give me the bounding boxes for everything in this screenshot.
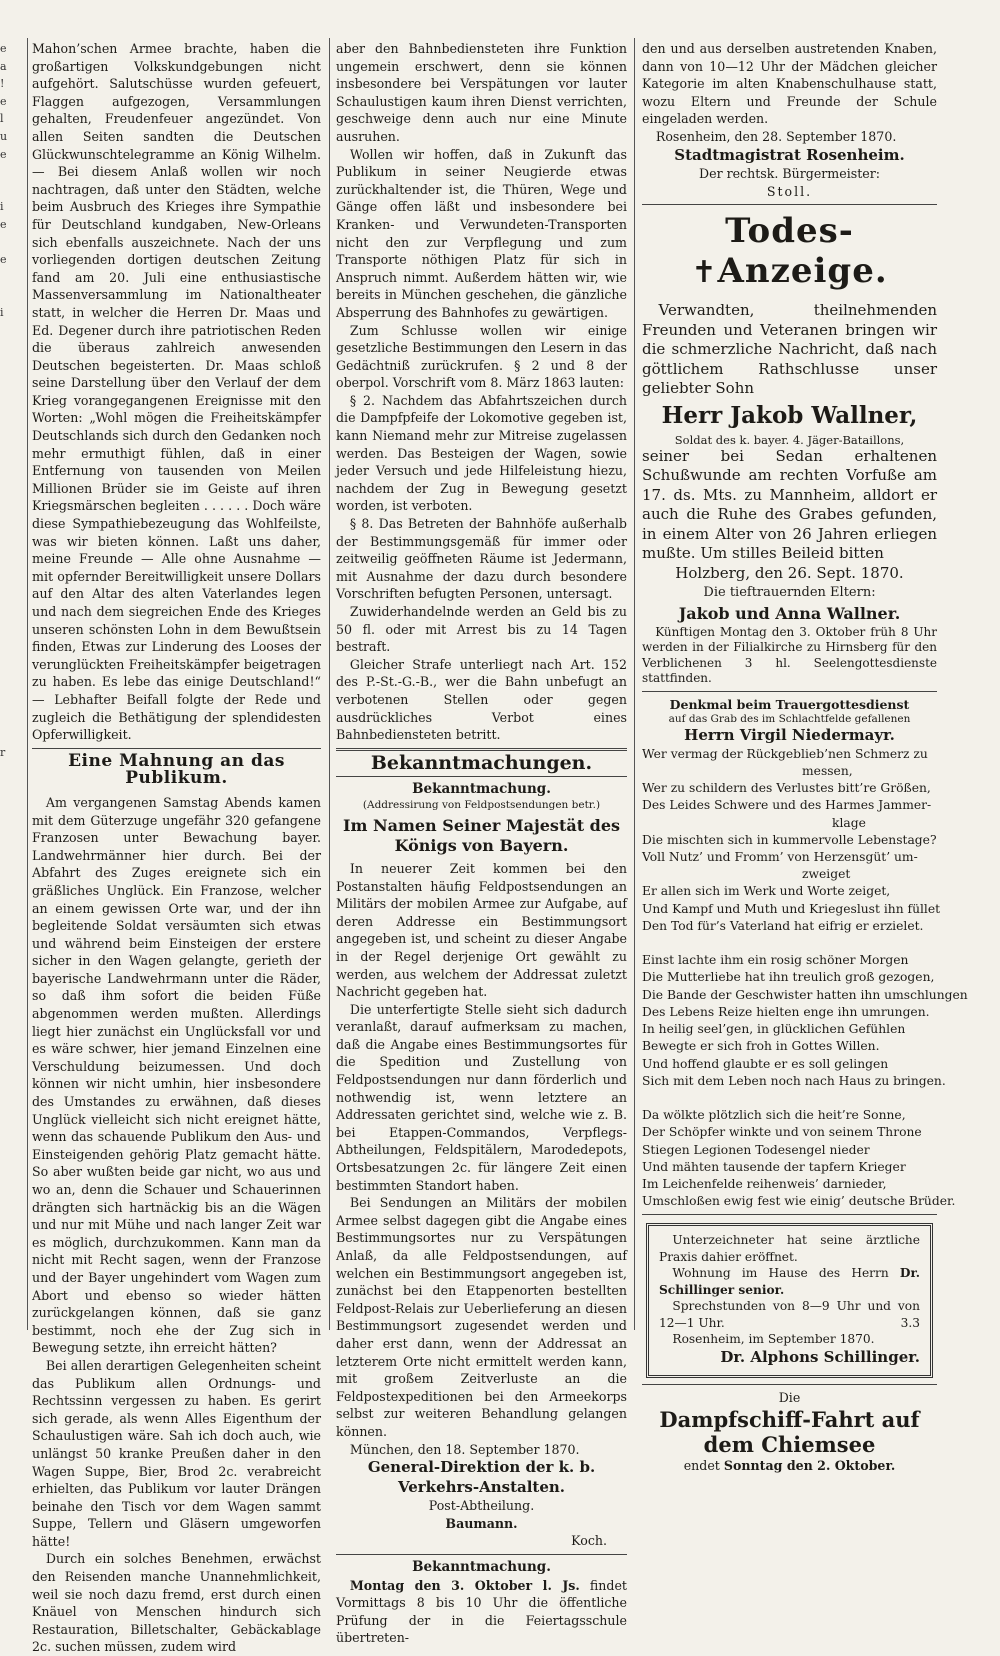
death-notice-title-right: Anzeige. bbox=[717, 251, 888, 292]
poem-line: Sich mit dem Leben noch nach Haus zu bringen. bbox=[642, 1073, 946, 1088]
doctor-hours bbox=[659, 1298, 920, 1331]
ship-end bbox=[642, 1457, 937, 1475]
doctor-name: Dr. Alphons Schillinger. bbox=[720, 1347, 920, 1366]
divider bbox=[336, 776, 627, 777]
column-2 bbox=[336, 40, 627, 1646]
edge-fragment bbox=[0, 322, 12, 340]
mayor-title: Der rechtsk. Bürgermeister: bbox=[699, 166, 880, 182]
edge-fragment bbox=[0, 1166, 12, 1184]
edge-fragment bbox=[0, 515, 12, 533]
edge-fragment bbox=[0, 181, 12, 199]
doctor-ref: 3.3 bbox=[900, 1315, 920, 1330]
column-1 bbox=[32, 40, 321, 1655]
doctor-address: Wohnung im Hause des Herrn bbox=[672, 1266, 900, 1281]
death-notice-place: Holzberg, den 26. Sept. 1870. bbox=[675, 563, 904, 582]
death-notice-body bbox=[642, 301, 937, 625]
divider bbox=[336, 1554, 627, 1555]
edge-fragment bbox=[0, 726, 12, 744]
ship-title: Dampfschiff-Fahrt auf dem Chiemsee bbox=[659, 1406, 920, 1457]
column-rule bbox=[329, 38, 330, 1330]
edge-fragment bbox=[0, 955, 12, 973]
memorial-service: Künftigen Montag den 3. Oktober früh 8 Uhr werden in der Filialkirche zu Hirnsberg für den Verblichenen 3 hl. Seelengottesdienste stattfinden. bbox=[642, 624, 937, 686]
edge-fragment bbox=[0, 656, 12, 674]
edge-fragment bbox=[0, 374, 12, 392]
article-paragraph: Zum Schlusse wollen wir einige gesetzliche Bestimmungen den Lesern in das Gedächtniß zurückrufen. § 2 und 8 der oberpol. Vorschrift vom 8. März 1863 lauten: bbox=[336, 322, 627, 391]
edge-fragment bbox=[0, 1289, 12, 1307]
poem-line: Da wölkte plötzlich sich die heit’re Sonne, bbox=[642, 1108, 906, 1123]
edge-fragment bbox=[0, 585, 12, 603]
edge-fragment bbox=[0, 1219, 12, 1237]
edge-fragment: e bbox=[0, 42, 7, 55]
article-paragraph: § 2. Nachdem das Abfahrtszeichen durch die Dampfpfeife der Lokomotive gegeben ist, kann Niemand mehr zur Mitreise zugelassen werden. Das Besteigen der Wagen, sowie jeder Versuch und jede Hilfeleistung hiezu, nachdem der Zug in Bewegung gesetzt worden, ist verboten. bbox=[336, 392, 627, 514]
article-paragraph: Durch ein solches Benehmen, erwächst den Reisenden manche Unannehmlichkeit, weil sie noch dazu fremd, erst durch einen Knäuel von Menschen hindurch sich Restauration, Billetschalter, Gebäckablage 2c. suchen müssen, zudem wird bbox=[32, 1551, 321, 1655]
edge-fragment bbox=[0, 1377, 12, 1395]
edge-fragment bbox=[0, 920, 12, 938]
death-notice-title bbox=[642, 211, 937, 293]
memorial-subtitle: auf das Grab des im Schlachtfelde gefallenen bbox=[668, 713, 911, 726]
deceased-rank: Soldat des k. bayer. 4. Jäger-Bataillons, bbox=[674, 432, 905, 447]
notice-paragraph: In neuerer Zeit kommen bei den Postanstalten häufig Feldpostsendungen an Militärs der mobilen Armee zur Aufgabe, auf deren Addresse ein Bestimmungsort angegeben ist, und scheint zu dieser Angabe in der Regel derjenige Ort gewählt zu werden, aus welchem der Addressat zuletzt Nachricht gegeben hat. bbox=[336, 860, 627, 1000]
edge-fragment bbox=[0, 1078, 12, 1096]
poem-line: Einst lachte ihm ein rosig schöner Morgen bbox=[642, 953, 909, 968]
notice-paragraph: Die unterfertigte Stelle sieht sich dadurch veranlaßt, darauf aufmerksam zu machen, daß die Angabe eines Bestimmungsortes für die Spedition und Zustellung von Feldpostsendungen nur dann förderlich und nothwendig ist, wenn letztere an Addressaten gerichtet sind, welche wie z. B. bei Etappen-Commandos, Verpflegs-Abtheilungen, Feldspitälern, Marodedepots, Ortsbesatzungen 2c. für längere Zeit einen bestimmten Standort haben. bbox=[336, 1001, 627, 1193]
notice-paragraph bbox=[336, 1577, 627, 1647]
divider bbox=[642, 1214, 937, 1215]
edge-fragment bbox=[0, 1324, 12, 1342]
poem-line: messen, bbox=[802, 764, 853, 779]
magistrate: Stadtmagistrat Rosenheim. bbox=[674, 145, 905, 164]
poem-line: Der Schöpfer winkte und von seinem Throne bbox=[642, 1125, 922, 1140]
ship-end-label: endet bbox=[683, 1457, 724, 1473]
memorial-poem bbox=[642, 746, 968, 1210]
doctor-advertisement bbox=[646, 1223, 933, 1378]
edge-fragment bbox=[0, 990, 12, 1008]
edge-fragment bbox=[0, 339, 12, 357]
notice-department: Post-Abtheilung. bbox=[428, 1498, 535, 1514]
edge-fragment: e bbox=[0, 253, 7, 267]
poem-line: In heilig seel’gen, in glücklichen Gefühlen bbox=[642, 1022, 906, 1037]
poem-line: Und Kampf und Muth und Kriegeslust ihn füllet bbox=[642, 901, 941, 916]
poem-line: Wer zu schildern des Verlustes bitt’re Größen, bbox=[642, 781, 931, 796]
notice-signer-2: Koch. bbox=[571, 1533, 607, 1549]
notice-paragraph: Bei Sendungen an Militärs der mobilen Armee selbst dagegen gibt die Angabe eines Bestimmungsortes nur zu Verspätungen Anlaß, da alle Feldpostsendungen, auf welchen ein Bestimmungsort angegeben ist, zunächst bei den Etappenorten bestellten Feldpost-Relais zur Ueberlieferung an diesen Bestimmungsort zugesendet werden und daher erst dann, wenn der Addressat an letzterem Orte nicht ermittelt werden kann, mit großem Zeitverluste an die Feldpostexpeditionen bei den Armeekorps selbst zur weiteren Behandlung gelangen können. bbox=[336, 1195, 627, 1439]
column-3 bbox=[642, 40, 968, 1473]
poem-line: Die mischten sich in kummervolle Lebenstage? bbox=[642, 832, 937, 847]
edge-fragment: r bbox=[0, 745, 6, 759]
notice-date: München, den 18. September 1870. bbox=[349, 1441, 580, 1457]
notice-date: Rosenheim, den 28. September 1870. bbox=[655, 128, 897, 144]
poem-line: Die Bande der Geschwister hatten ihn umschlungen bbox=[642, 987, 968, 1002]
death-notice-parents-label: Die tieftrauernden Eltern: bbox=[703, 585, 876, 601]
notice-subtitle: (Addressirung von Feldpostsendungen betr.) bbox=[362, 798, 601, 811]
poem-line: Bewegte er sich froh in Gottes Willen. bbox=[642, 1039, 880, 1054]
edge-fragment: u bbox=[0, 129, 8, 143]
edge-fragment bbox=[0, 885, 12, 903]
column-rule bbox=[27, 38, 28, 1330]
death-notice-parents: Jakob und Anna Wallner. bbox=[678, 603, 901, 623]
death-notice-text: seiner bei Sedan erhaltenen Schußwunde am rechten Vorfuße am 17. ds. Mts. zu Mannheim, alldort er auch die Ruhe des Grabes gefunden, in einem Alter von 26 Jahren erliegen mußte. Um stilles Beileid bitten bbox=[642, 446, 937, 563]
edge-fragment bbox=[0, 1131, 12, 1149]
edge-fragment bbox=[0, 1008, 12, 1026]
divider bbox=[642, 691, 937, 692]
ship-article: Die bbox=[778, 1390, 801, 1406]
article-paragraph: Zuwiderhandelnde werden an Geld bis zu 50 fl. oder mit Arrest bis zu 14 Tagen bestraft. bbox=[336, 604, 627, 655]
notice-headline: Im Namen Seiner Majestät des Königs von Bayern. bbox=[342, 815, 621, 855]
poem-line: Und mähten tausende der tapfern Krieger bbox=[642, 1159, 906, 1174]
notice-text: findet Vormittags 8 bis 10 Uhr die öffentliche Prüfung der in die Feiertagsschule übertreten- bbox=[336, 1577, 627, 1646]
memorial-name: Herrn Virgil Niedermayr. bbox=[684, 726, 895, 745]
section-title: Bekanntmachungen. bbox=[370, 751, 593, 774]
edge-fragment bbox=[0, 269, 12, 287]
edge-fragment bbox=[0, 902, 12, 920]
edge-fragment bbox=[0, 1096, 12, 1114]
edge-fragment bbox=[0, 1307, 12, 1325]
notice-authority: General-Direktion der k. b. Verkehrs-Anstalten. bbox=[367, 1458, 596, 1496]
poem-line: Des Leides Schwere und des Harmes Jammer- bbox=[642, 798, 932, 813]
edge-fragment: i bbox=[0, 200, 4, 214]
edge-fragment: a bbox=[0, 59, 7, 73]
article-paragraph: § 8. Das Betreten der Bahnhöfe außerhalb der Bestimmungsgemäß für immer oder zeitweilig geöffneten Räume ist Jedermann, mit Ausnahme der dazu durch besondere Vorschriften befugten Personen, untersagt. bbox=[336, 516, 627, 602]
edge-fragment bbox=[0, 1236, 12, 1254]
edge-fragment bbox=[0, 1043, 12, 1061]
edge-fragment: l bbox=[0, 112, 4, 126]
edge-fragment bbox=[0, 673, 12, 691]
edge-fragment: e bbox=[0, 147, 7, 161]
edge-fragment bbox=[0, 427, 12, 445]
edge-fragment bbox=[0, 621, 12, 639]
article-paragraph: Gleicher Strafe unterliegt nach Art. 152 des P.-St.-G.-B., wer die Bahn unbefugt an verbotenen Stellen oder gegen ausdrückliches Verbot eines Bahnbediensteten betritt. bbox=[336, 656, 627, 743]
notice-date-bold: Montag den 3. Oktober l. Js. bbox=[349, 1577, 580, 1593]
article-paragraph: Wollen wir hoffen, daß in Zukunft das Publikum in seiner Neugierde etwas zurückhaltender ist, die Thüren, Wege und Gänge offen läßt und insbesondere bei Kranken- und Verwundeten-Transporten nicht den zur Verpflegung und zum Transporte nöthigen Platz für sich in Anspruch nimmt. Außerdem hätten wir, wie bereits in München geschehen, die gänzliche Absperrung des Bahnhofes zu gewärtigen. bbox=[336, 146, 627, 320]
column-rule bbox=[634, 38, 635, 1330]
poem-line: Im Leichenfelde reihenweis’ darnieder, bbox=[642, 1176, 887, 1191]
poem-line: Und hoffend glaubte er es soll gelingen bbox=[642, 1056, 889, 1071]
divider bbox=[32, 748, 321, 749]
death-notice-title-left: Todes- bbox=[725, 211, 854, 252]
poem-line: Stiegen Legionen Todesengel nieder bbox=[642, 1142, 870, 1157]
poem-line: Des Lebens Reize hielten enge ihn umrungen. bbox=[642, 1004, 930, 1019]
edge-fragment bbox=[0, 638, 12, 656]
edge-fragment bbox=[0, 1201, 12, 1219]
notice-title: Bekanntmachung. bbox=[412, 1558, 551, 1575]
poem-line bbox=[642, 1090, 937, 1107]
edge-fragment bbox=[0, 709, 12, 727]
edge-fragment bbox=[0, 497, 12, 515]
notice-continuation: den und aus derselben austretenden Knaben, dann von 10—12 Uhr der Mädchen gleicher Kategorie im alten Knabenschulhause statt, wozu Eltern und Freunde der Schule eingeladen werden. bbox=[642, 41, 937, 127]
poem-line bbox=[642, 935, 937, 952]
mayor-name: Stoll. bbox=[766, 183, 813, 199]
cross-icon: ✝ bbox=[691, 255, 718, 291]
edge-fragment bbox=[0, 568, 12, 586]
divider bbox=[642, 204, 937, 205]
poem-line: Wer vermag der Rückgeblieb’nen Schmerz zu bbox=[642, 746, 928, 761]
edge-fragment bbox=[0, 234, 12, 252]
article-heading: Eine Mahnung an das Publikum. bbox=[68, 750, 285, 789]
death-notice-text: Verwandten, theilnehmenden Freunden und Veteranen bringen wir die schmerzliche Nachricht, daß nach göttlichem Rathschlusse unser geliebter Sohn bbox=[642, 301, 937, 398]
edge-fragment: e bbox=[0, 94, 7, 108]
poem-line: Die Mutterliebe hat ihn treulich groß gezogen, bbox=[642, 970, 935, 985]
doctor-text: Unterzeichneter hat seine ärztliche Praxis dahier eröffnet. bbox=[659, 1233, 920, 1264]
article-intro: Mahon’schen Armee brachte, haben die großartigen Volkskundgebungen nicht aufgehört. Salutschüsse wurden gefeuert, Flaggen aufgezogen, Versammlungen gehalten, Freudenfeuer angezündet. Von allen Seiten sandten die Deutschen Glückwunschtelegramme an König Wilhelm. — Bei diesem Anlaß wollen wir noch nachtragen, daß unter den Städten, welche beim Ausbruch des Krieges ihre Sympathie für Deutschland kundgaben, New-Orleans sich ebenfalls auszeichnete. Nach der uns vorliegenden dortigen deutschen Zeitung fand am 20. Juli eine enthusiastische Massenversammlung im Nationaltheater statt, in welcher die Herren Dr. Maas und Ed. Degener durch ihre patriotischen Reden die überaus zahlreich anwesenden Deutschen begeisterten. Dr. Maas schloß seine Darstellung über den Verlauf der dem Krieg vorangegangenen Ereignisse mit den Worten: „Wohl mögen die Freiheitskämpfer Deutschlands sich durch den Gedanken noch mehr ermuthigt fühlen, daß in einer Entfernung von tausenden von Meilen Millionen Brüder sie im Geiste auf ihren Kriegsmärschen begleiten . . . . . . Doch wäre diese Sympathiebezeugung das Wohlfeilste, was wir bieten können. Laßt uns daher, meine Freunde — Alle ohne Ausnahme — mit opfernder Bereitwilligkeit unsere Dollars auf den Altar des alten Vaterlandes legen und nach dem siegreichen Ende des Krieges unseren schönsten Lohn in dem Bewußtsein finden, Etwas zur Linderung des Looses der verunglückten Freiheitskämpfer beigetragen zu haben. Es lebe das einige Deutschland!“ — Lebhafter Beifall folgte der Rede und zugleich die Bethätigung der splendidesten Opferwilligkeit. bbox=[32, 41, 321, 743]
edge-fragment bbox=[0, 1272, 12, 1290]
edge-fragment bbox=[0, 1113, 12, 1131]
edge-fragment bbox=[0, 445, 12, 463]
edge-fragment bbox=[0, 286, 12, 304]
edge-fragment bbox=[0, 761, 12, 779]
edge-fragment bbox=[0, 409, 12, 427]
edge-fragment bbox=[0, 867, 12, 885]
poem-line: Er allen sich im Werk und Worte zeiget, bbox=[642, 884, 891, 899]
doctor-address-bold: Dr. Schillinger senior. bbox=[659, 1266, 920, 1297]
edge-fragment bbox=[0, 1254, 12, 1272]
edge-fragment bbox=[0, 832, 12, 850]
edge-fragment bbox=[0, 462, 12, 480]
poem-line: Voll Nutz’ und Fromm’ von Herzensgüt’ um- bbox=[642, 850, 918, 865]
edge-fragment: e bbox=[0, 217, 7, 231]
edge-fragment bbox=[0, 691, 12, 709]
poem-line: klage bbox=[832, 815, 866, 830]
notice-title: Bekanntmachung. bbox=[412, 781, 551, 798]
edge-fragment bbox=[0, 797, 12, 815]
edge-fragment bbox=[0, 533, 12, 551]
edge-fragment bbox=[0, 1342, 12, 1360]
edge-fragment bbox=[0, 357, 12, 375]
article-paragraph: Bei allen derartigen Gelegenheiten scheint das Publikum allen Ordnungs- und Rechtssinn vergessen zu haben. Es gerirt sich gerade, als wenn Alles Eigenthum der Schaulustigen wäre. Sah ich doch auch, wie unlängst 50 kranke Preußen daher in den Wagen Suppe, Bier, Brod 2c. verabreicht erhielten, das Publikum vor lauter Drängen beinahe den Tisch vor dem Wagen sammt Suppe, Tellern und Gläsern umgeworfen hätte! bbox=[32, 1357, 321, 1549]
edge-fragment bbox=[0, 392, 12, 410]
edge-fragment bbox=[0, 1025, 12, 1043]
memorial-title: Denkmal beim Trauergottesdienst bbox=[669, 696, 910, 712]
notice-signer: Baumann. bbox=[445, 1515, 518, 1531]
edge-fragment bbox=[0, 480, 12, 498]
poem-line: zweiget bbox=[802, 867, 851, 882]
edge-fragment bbox=[0, 1184, 12, 1202]
divider bbox=[336, 748, 627, 751]
deceased-name: Herr Jakob Wallner, bbox=[661, 401, 918, 429]
edge-fragment bbox=[0, 1148, 12, 1166]
divider bbox=[642, 1384, 937, 1385]
edge-fragment: ! bbox=[0, 77, 5, 91]
doctor-hours-text: Sprechstunden von 8—9 Uhr und von 12—1 Uhr. bbox=[659, 1299, 920, 1330]
edge-fragment bbox=[0, 814, 12, 832]
edge-fragment bbox=[0, 1360, 12, 1378]
edge-fragment bbox=[0, 550, 12, 568]
edge-fragment: i bbox=[0, 305, 4, 319]
edge-fragment bbox=[0, 1060, 12, 1078]
edge-fragment bbox=[0, 849, 12, 867]
edge-fragment bbox=[0, 972, 12, 990]
ship-end-date: Sonntag den 2. Oktober. bbox=[723, 1457, 896, 1473]
article-paragraph: aber den Bahnbediensteten ihre Funktion ungemein erschwert, denn sie können insbesondere bei Verspätungen vor lauter Schaulustigen kaum ihren Dienst verrichten, geschweige denn auch nur eine Minute ausruhen. bbox=[336, 41, 627, 144]
edge-fragment bbox=[0, 937, 12, 955]
left-edge-fragments bbox=[0, 40, 12, 1330]
edge-fragment bbox=[0, 603, 12, 621]
article-paragraph: Am vergangenen Samstag Abends kamen mit dem Güterzuge ungefähr 320 gefangene Franzosen unter Bewachung bayer. Landwehrmänner hier durch. Bei der Abfahrt des Zuges ereignete sich ein gräßliches Unglück. Ein Franzose, welcher an einem gewissen Orte war, und der ihn begleitende Soldat versäumten sich etwas und während beim Einsteigen der erstere sicher in den Wagen gelangte, gerieth der bayerische Landwehrmann unter die Räder, so daß ihm sofort die beiden Füße abgenommen werden mußten. Allerdings liegt hier zunächst ein Unglücksfall vor und es wäre schwer, hier jemand Einzelnen eine Verschuldung beizumessen. Und doch können wir nicht umhin, hier insbesondere des Umstandes zu erwähnen, daß dieses Unglück vielleicht sich nicht ereignet hätte, wenn das schauende Publikum den Aus- und Einsteigenden gehörig Platz gemacht hätte. So aber wußten beide gar nicht, wo aus und wo an, denn die Schauer und Schauerinnen drängten sich hartnäckig bis an die Wägen und nur mit Mühe und nach langer Zeit war es möglich, durchzukommen. Kann man da nicht mit Recht sagen, wenn der Franzose und der Bayer ungehindert vom Wagen zum Abort und ebenso so wieder hätten zurückgelangen können, daß sie ganz bestimmt, noch ehe der Zug sich in Bewegung setzte, ihn erreicht hätten? bbox=[32, 794, 321, 1356]
doctor-place: Rosenheim, im September 1870. bbox=[672, 1332, 875, 1347]
edge-fragment bbox=[0, 163, 12, 181]
poem-line: Umschloßen ewig fest wie einig’ deutsche Brüder. bbox=[642, 1194, 956, 1209]
edge-fragment bbox=[0, 779, 12, 797]
doctor-text bbox=[659, 1265, 920, 1298]
poem-line: Den Tod für’s Vaterland hat eifrig er erzielet. bbox=[642, 918, 924, 933]
